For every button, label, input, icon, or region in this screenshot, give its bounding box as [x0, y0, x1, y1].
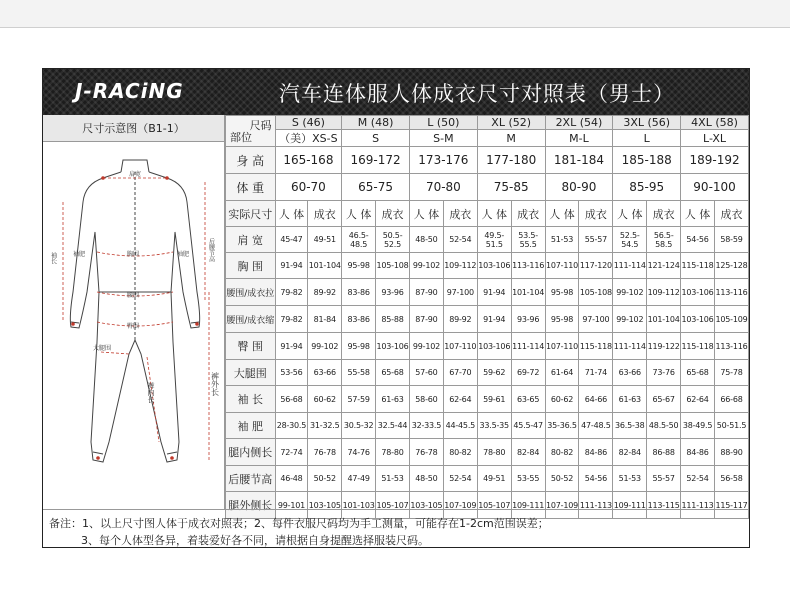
measurement-value: 111-113 [681, 492, 715, 519]
measurement-value: 56-58 [715, 466, 749, 492]
measurement-label: 肩 宽 [226, 227, 276, 253]
measurement-value: 49.5-51.5 [477, 227, 511, 253]
measurement-value: 38-49.5 [681, 413, 715, 439]
measurement-value: 51-53 [545, 227, 579, 253]
measurement-value: 105-109 [715, 306, 749, 333]
measurement-value: 99-102 [613, 306, 647, 333]
note-line-2: 3、每个人体型各异，着装爱好各不同，请根据自身提醒选择服装尺码。 [81, 534, 429, 547]
measurement-value: 88-90 [715, 439, 749, 466]
measurement-value: 53.5-55.5 [511, 227, 545, 253]
measurement-row [226, 227, 749, 253]
body-header: 人 体 [342, 201, 376, 227]
measurement-row [226, 439, 749, 466]
measurement-label: 臀 围 [226, 333, 276, 360]
measurement-value: 62-64 [681, 386, 715, 413]
measurement-value: 58-60 [409, 386, 443, 413]
measurement-value: 111-114 [511, 333, 545, 360]
measurement-value: 46.5-48.5 [342, 227, 376, 253]
measurement-value: 107-110 [443, 333, 477, 360]
weight-value: 70-80 [409, 174, 477, 201]
measurement-value: 59-62 [477, 360, 511, 386]
measurement-value: 53-56 [275, 360, 308, 386]
label-shoulder: 肩宽 [129, 171, 142, 178]
label-sleeve-fat-right: 袖肥 [177, 251, 190, 258]
measurement-value: 85-88 [376, 306, 410, 333]
body-header: 人 体 [477, 201, 511, 227]
measurement-value: 115-118 [579, 333, 613, 360]
size-eu: S (46) [275, 116, 342, 130]
measurement-value: 91-94 [275, 253, 308, 279]
measurement-value: 86-88 [647, 439, 681, 466]
height-value: 185-188 [613, 147, 681, 174]
size-us: S-M [409, 130, 477, 147]
measurement-value: 69-72 [511, 360, 545, 386]
measurement-value: 61-63 [376, 386, 410, 413]
measurement-value: 99-102 [409, 333, 443, 360]
measurement-value: 91-94 [275, 333, 308, 360]
measurement-value: 54-56 [579, 466, 613, 492]
measurement-value: 61-64 [545, 360, 579, 386]
diagram-header: 尺寸示意图（B1-1） [43, 115, 225, 142]
weight-value: 60-70 [275, 174, 342, 201]
measurement-value: 79-82 [275, 279, 308, 306]
weight-label: 体 重 [226, 174, 276, 201]
size-eu: M (48) [342, 116, 410, 130]
measurement-value: 52-54 [443, 227, 477, 253]
measurement-value: 61-63 [613, 386, 647, 413]
measurement-value: 60-62 [545, 386, 579, 413]
measurement-value: 54-56 [681, 227, 715, 253]
measurement-value: 52-54 [443, 466, 477, 492]
measurement-row [226, 386, 749, 413]
measurement-value: 63-66 [308, 360, 342, 386]
measurement-value: 109-111 [511, 492, 545, 519]
weight-value: 80-90 [545, 174, 613, 201]
measurement-value: 78-80 [376, 439, 410, 466]
measurement-value: 56-68 [275, 386, 308, 413]
measurement-value: 103-106 [477, 253, 511, 279]
measurement-value: 30.5-32 [342, 413, 376, 439]
measurement-value: 119-122 [647, 333, 681, 360]
measurement-value: 113-116 [715, 279, 749, 306]
measurement-row [226, 413, 749, 439]
measurement-value: 51-53 [613, 466, 647, 492]
measurement-value: 111-113 [579, 492, 613, 519]
measurement-label: 腿外侧长 [226, 492, 276, 519]
size-chart-sheet [42, 68, 750, 548]
measurement-value: 99-102 [613, 279, 647, 306]
header-banner [43, 69, 749, 115]
measurement-value: 101-104 [511, 279, 545, 306]
measurement-value: 31-32.5 [308, 413, 342, 439]
measurement-value: 63-65 [511, 386, 545, 413]
measurement-value: 80-82 [443, 439, 477, 466]
height-value: 173-176 [409, 147, 477, 174]
body-header: 人 体 [681, 201, 715, 227]
measurement-value: 65-67 [647, 386, 681, 413]
label-back-waist: 后腰节高 [207, 238, 215, 262]
measurement-value: 111-114 [613, 253, 647, 279]
measurement-value: 111-114 [613, 333, 647, 360]
measurement-value: 103-106 [681, 306, 715, 333]
height-value: 181-184 [545, 147, 613, 174]
measurement-value: 48-50 [409, 227, 443, 253]
height-value: 165-168 [275, 147, 342, 174]
measurement-value: 57-59 [342, 386, 376, 413]
measurement-value: 93-96 [511, 306, 545, 333]
measurement-value: 71-74 [579, 360, 613, 386]
height-label: 身 高 [226, 147, 276, 174]
measurement-value: 121-124 [647, 253, 681, 279]
label-thigh: 大腿围 [93, 345, 112, 352]
garment-header: 成衣 [579, 201, 613, 227]
measurement-value: 55-57 [647, 466, 681, 492]
measurement-value: 117-120 [579, 253, 613, 279]
measurement-value: 107-109 [545, 492, 579, 519]
measurement-row [226, 360, 749, 386]
measurement-value: 32-33.5 [409, 413, 443, 439]
measurement-value: 45.5-47 [511, 413, 545, 439]
height-row [226, 147, 749, 174]
measurement-value: 125-128 [715, 253, 749, 279]
measurement-value: 93-96 [376, 279, 410, 306]
measurement-label: 腰围/成衣拉 [226, 279, 276, 306]
measurement-value: 56.5-58.5 [647, 227, 681, 253]
measurement-value: 47-49 [342, 466, 376, 492]
corner-size-label: 尺码 [249, 119, 272, 132]
measurement-row [226, 466, 749, 492]
chart-title: 汽车连体服人体成衣尺寸对照表（男士） [279, 82, 675, 106]
measurement-value: 79-82 [275, 306, 308, 333]
measurement-label: 袖 肥 [226, 413, 276, 439]
measurement-value: 50-52 [308, 466, 342, 492]
body-header: 人 体 [545, 201, 579, 227]
measurement-value: 52-54 [681, 466, 715, 492]
size-table [225, 115, 749, 519]
measurement-value: 55-58 [342, 360, 376, 386]
measurement-row [226, 253, 749, 279]
size-eu: XL (52) [477, 116, 545, 130]
measurement-value: 99-102 [308, 333, 342, 360]
measurement-value: 74-76 [342, 439, 376, 466]
garment-header: 成衣 [647, 201, 681, 227]
notes-section [43, 509, 749, 547]
measurement-value: 115-118 [681, 333, 715, 360]
height-value: 189-192 [681, 147, 749, 174]
weight-value: 75-85 [477, 174, 545, 201]
actual-size-label: 实际尺寸 [226, 201, 276, 227]
size-eu-row [226, 116, 749, 130]
measurement-value: 87-90 [409, 279, 443, 306]
size-eu: 3XL (56) [613, 116, 681, 130]
measurement-row [226, 306, 749, 333]
measurement-value: 60-62 [308, 386, 342, 413]
label-waist: 腰围 [127, 292, 140, 299]
measurement-value: 105-108 [579, 279, 613, 306]
measurement-value: 103-106 [477, 333, 511, 360]
measurement-value: 95-98 [342, 333, 376, 360]
measurement-value: 103-106 [376, 333, 410, 360]
measurement-value: 76-78 [409, 439, 443, 466]
size-us: M-L [545, 130, 613, 147]
measurement-value: 83-86 [342, 306, 376, 333]
weight-value: 90-100 [681, 174, 749, 201]
measurement-value: 57-60 [409, 360, 443, 386]
measurement-value: 35-36.5 [545, 413, 579, 439]
measurement-value: 81-84 [308, 306, 342, 333]
garment-header: 成衣 [443, 201, 477, 227]
measurement-value: 101-103 [342, 492, 376, 519]
measurement-value: 64-66 [579, 386, 613, 413]
measurement-value: 91-94 [477, 279, 511, 306]
garment-header: 成衣 [308, 201, 342, 227]
height-value: 169-172 [342, 147, 410, 174]
measurement-value: 28-30.5 [275, 413, 308, 439]
measurement-label: 大腿围 [226, 360, 276, 386]
label-sleeve-length: 袖长 [49, 252, 57, 264]
measurement-value: 67-70 [443, 360, 477, 386]
measurement-value: 66-68 [715, 386, 749, 413]
size-us: S [342, 130, 410, 147]
measurement-label: 胸 围 [226, 253, 276, 279]
measurement-value: 84-86 [579, 439, 613, 466]
size-us: M [477, 130, 545, 147]
measurement-value: 99-102 [409, 253, 443, 279]
measurement-value: 51-53 [376, 466, 410, 492]
measurement-value: 87-90 [409, 306, 443, 333]
racing-suit-figure [43, 142, 225, 509]
garment-header: 成衣 [511, 201, 545, 227]
size-eu: 2XL (54) [545, 116, 613, 130]
measurement-value: 48-50 [409, 466, 443, 492]
measurement-value: 105-108 [376, 253, 410, 279]
size-us: L-XL [681, 130, 749, 147]
measurement-value: 95-98 [545, 306, 579, 333]
measurement-value: 89-92 [308, 279, 342, 306]
measurement-value: 47-48.5 [579, 413, 613, 439]
corner-part-label: 部位 [230, 131, 252, 144]
brand-logo: J-RACiNG [75, 79, 184, 103]
measurement-value: 50-52 [545, 466, 579, 492]
measurement-value: 58-59 [715, 227, 749, 253]
label-inseam: 裤内长 [147, 382, 155, 403]
measurement-value: 115-117 [715, 492, 749, 519]
garment-header: 成衣 [715, 201, 749, 227]
measurement-value: 48.5-50 [647, 413, 681, 439]
measurement-label: 袖 长 [226, 386, 276, 413]
measurement-value: 109-112 [443, 253, 477, 279]
measurement-value: 83-86 [342, 279, 376, 306]
measurement-value: 99-101 [275, 492, 308, 519]
measurement-value: 72-74 [275, 439, 308, 466]
measurement-value: 49-51 [308, 227, 342, 253]
measurement-value: 32.5-44 [376, 413, 410, 439]
body-header: 人 体 [409, 201, 443, 227]
measurement-value: 80-82 [545, 439, 579, 466]
measurement-value: 95-98 [342, 253, 376, 279]
measurement-value: 105-107 [477, 492, 511, 519]
measurement-value: 107-109 [443, 492, 477, 519]
measurement-value: 55-57 [579, 227, 613, 253]
weight-row [226, 174, 749, 201]
measurement-value: 113-116 [511, 253, 545, 279]
measurement-value: 103-105 [308, 492, 342, 519]
label-chest: 胸围 [127, 251, 140, 258]
measurement-value: 49-51 [477, 466, 511, 492]
measurement-value: 97-100 [579, 306, 613, 333]
measurement-value: 46-48 [275, 466, 308, 492]
note-line-1: 备注：1、以上尺寸图人体于成衣对照表；2、每件衣服尺码均为手工测量，可能存在1-2cm范围误差； [49, 517, 549, 530]
measurement-value: 76-78 [308, 439, 342, 466]
measurement-value: 103-105 [409, 492, 443, 519]
measurement-value: 101-104 [308, 253, 342, 279]
size-us: （美）XS-S [275, 130, 342, 147]
size-eu: 4XL (58) [681, 116, 749, 130]
measurement-value: 109-112 [647, 279, 681, 306]
measurement-value: 65-68 [681, 360, 715, 386]
height-value: 177-180 [477, 147, 545, 174]
measurement-value: 103-106 [681, 279, 715, 306]
measurement-value: 105-107 [376, 492, 410, 519]
measurement-value: 44-45.5 [443, 413, 477, 439]
measurement-value: 115-118 [681, 253, 715, 279]
measurement-label: 腰围/成衣缩 [226, 306, 276, 333]
measurement-value: 36.5-38 [613, 413, 647, 439]
size-eu: L (50) [409, 116, 477, 130]
measurement-value: 59-61 [477, 386, 511, 413]
weight-value: 65-75 [342, 174, 410, 201]
measurement-value: 91-94 [477, 306, 511, 333]
measurement-value: 101-104 [647, 306, 681, 333]
measurement-value: 50.5-52.5 [376, 227, 410, 253]
measurement-value: 78-80 [477, 439, 511, 466]
measurement-value: 82-84 [613, 439, 647, 466]
measurement-row [226, 279, 749, 306]
body-header: 人 体 [613, 201, 647, 227]
weight-value: 85-95 [613, 174, 681, 201]
measurement-diagram [43, 142, 225, 509]
measurement-value: 113-116 [715, 333, 749, 360]
top-divider [0, 27, 790, 28]
measurement-value: 73-76 [647, 360, 681, 386]
measurement-value: 107-110 [545, 253, 579, 279]
size-us: L [613, 130, 681, 147]
measurement-value: 89-92 [443, 306, 477, 333]
corner-cell [226, 116, 276, 147]
measurement-label: 后腰节高 [226, 466, 276, 492]
measurement-value: 63-66 [613, 360, 647, 386]
measurement-value: 62-64 [443, 386, 477, 413]
actual-size-row [226, 201, 749, 227]
measurement-label: 腿内侧长 [226, 439, 276, 466]
measurement-row [226, 333, 749, 360]
garment-header: 成衣 [376, 201, 410, 227]
measurement-value: 75-78 [715, 360, 749, 386]
measurement-value: 84-86 [681, 439, 715, 466]
label-hip: 臀围 [127, 323, 140, 330]
measurement-value: 107-110 [545, 333, 579, 360]
size-us-row [226, 130, 749, 147]
measurement-value: 95-98 [545, 279, 579, 306]
measurement-value: 65-68 [376, 360, 410, 386]
measurement-value: 45-47 [275, 227, 308, 253]
measurement-value: 50-51.5 [715, 413, 749, 439]
body-header: 人 体 [275, 201, 308, 227]
measurement-value: 109-111 [613, 492, 647, 519]
measurement-value: 97-100 [443, 279, 477, 306]
measurement-value: 52.5-54.5 [613, 227, 647, 253]
measurement-value: 53-55 [511, 466, 545, 492]
measurement-value: 33.5-35 [477, 413, 511, 439]
label-outseam: 裤外长 [210, 372, 220, 396]
label-sleeve-fat-left: 袖肥 [73, 251, 86, 258]
measurement-value: 82-84 [511, 439, 545, 466]
measurement-value: 113-115 [647, 492, 681, 519]
